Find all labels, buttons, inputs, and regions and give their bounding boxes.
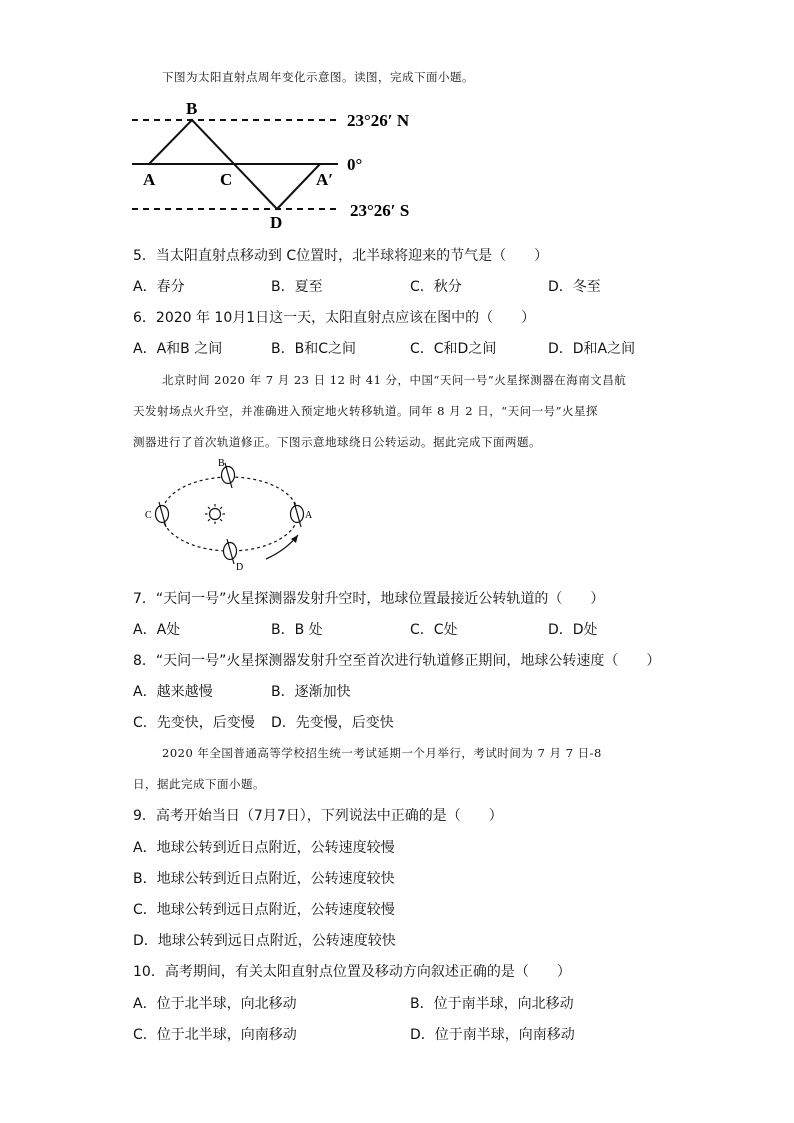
q5-option-a: A．春分 <box>133 279 185 295</box>
q9-option-c: C．地球公转到远日点附近，公转速度较慢 <box>133 902 395 918</box>
q7-stem: 7．“天问一号”火星探测器发射升空时，地球位置最接近公转轨道的（ ） <box>133 591 605 607</box>
q10-option-d: D．位于南半球，向南移动 <box>410 1027 575 1043</box>
earth-position-d <box>224 539 237 564</box>
q7-option-d: D．D处 <box>548 622 598 638</box>
earth-orbit-diagram <box>140 455 330 575</box>
q10-stem: 10．高考期间，有关太阳直射点位置及移动方向叙述正确的是（ ） <box>133 964 571 980</box>
q7-option-c: C．C处 <box>410 622 458 638</box>
q9-option-d: D．地球公转到远日点附近，公转速度较快 <box>133 933 396 949</box>
point-b-label: B <box>186 99 198 118</box>
q6-option-d: D．D和A之间 <box>548 341 636 357</box>
label-equator: 0° <box>347 155 363 174</box>
q9-option-b: B．地球公转到近日点附近，公转速度较快 <box>133 871 395 887</box>
point-a-prime-label: A′ <box>316 170 334 189</box>
passage2-line1: 北京时间 2020 年 7 月 23 日 12 时 41 分，中国“天问一号”火星探测器在海南文昌航 <box>162 373 627 387</box>
passage2-line2: 天发射场点火升空，并准确进入预定地火转移轨道。同年 8 月 2 日，“天问一号”火星探 <box>133 404 599 418</box>
passage2-line3: 测器进行了首次轨道修正。下图示意地球绕日公转运动。据此完成下面两题。 <box>133 435 541 449</box>
passage3-line2: 日，据此完成下面小题。 <box>133 777 265 791</box>
q8-option-d: D．先变慢，后变快 <box>271 715 394 731</box>
q8-stem: 8．“天问一号”火星探测器发射升空至首次进行轨道修正期间，地球公转速度（ ） <box>133 653 661 669</box>
earth-position-a <box>291 502 304 527</box>
orbit-direction-arrow-icon <box>266 535 298 559</box>
q6-stem: 6．2020 年 10月1日这一天，太阳直射点应该在图中的（ ） <box>133 310 536 326</box>
passage3-line1: 2020 年全国普通高等学校招生统一考试延期一个月举行，考试时间为 7 月 7 日-8 <box>162 746 602 760</box>
q7-option-b: B．B 处 <box>271 622 323 638</box>
q8-option-c: C．先变快，后变慢 <box>133 715 255 731</box>
label-tropic-s: 23°26′ S <box>350 201 410 220</box>
point-d-label: D <box>270 213 283 232</box>
q9-stem: 9．高考开始当日（7月7日），下列说法中正确的是（ ） <box>133 808 503 824</box>
q5-option-b: B．夏至 <box>271 279 323 295</box>
passage1-intro: 下图为太阳直射点周年变化示意图。读图，完成下面小题。 <box>162 70 474 84</box>
point-c-label: C <box>220 170 233 189</box>
q5-option-d: D．冬至 <box>548 279 601 295</box>
sun-icon <box>205 504 225 524</box>
point-a-label: A <box>143 170 156 189</box>
q10-option-b: B．位于南半球，向北移动 <box>410 996 574 1012</box>
orbit-label-a: A <box>305 510 313 521</box>
q5-option-c: C．秋分 <box>410 279 462 295</box>
q6-option-b: B．B和C之间 <box>271 341 356 357</box>
q6-option-c: C．C和D之间 <box>410 341 497 357</box>
q6-option-a: A．A和B 之间 <box>133 341 223 357</box>
q8-option-b: B．逐渐加快 <box>271 684 351 700</box>
label-tropic-n: 23°26′ N <box>347 111 410 130</box>
q8-option-a: A．越来越慢 <box>133 684 213 700</box>
q10-option-c: C．位于北半球，向南移动 <box>133 1027 297 1043</box>
earth-position-c <box>156 502 169 527</box>
q10-option-a: A．位于北半球，向北移动 <box>133 996 297 1012</box>
q9-option-a: A．地球公转到近日点附近，公转速度较慢 <box>133 840 395 856</box>
subsolar-migration-diagram <box>120 95 450 235</box>
orbit-label-d: D <box>236 562 244 573</box>
orbit-label-c: C <box>145 510 152 521</box>
q5-stem: 5．当太阳直射点移动到 C位置时，北半球将迎来的节气是（ ） <box>133 248 549 264</box>
q7-option-a: A．A处 <box>133 622 181 638</box>
orbit-path <box>162 477 298 551</box>
orbit-label-b: B <box>218 458 225 469</box>
